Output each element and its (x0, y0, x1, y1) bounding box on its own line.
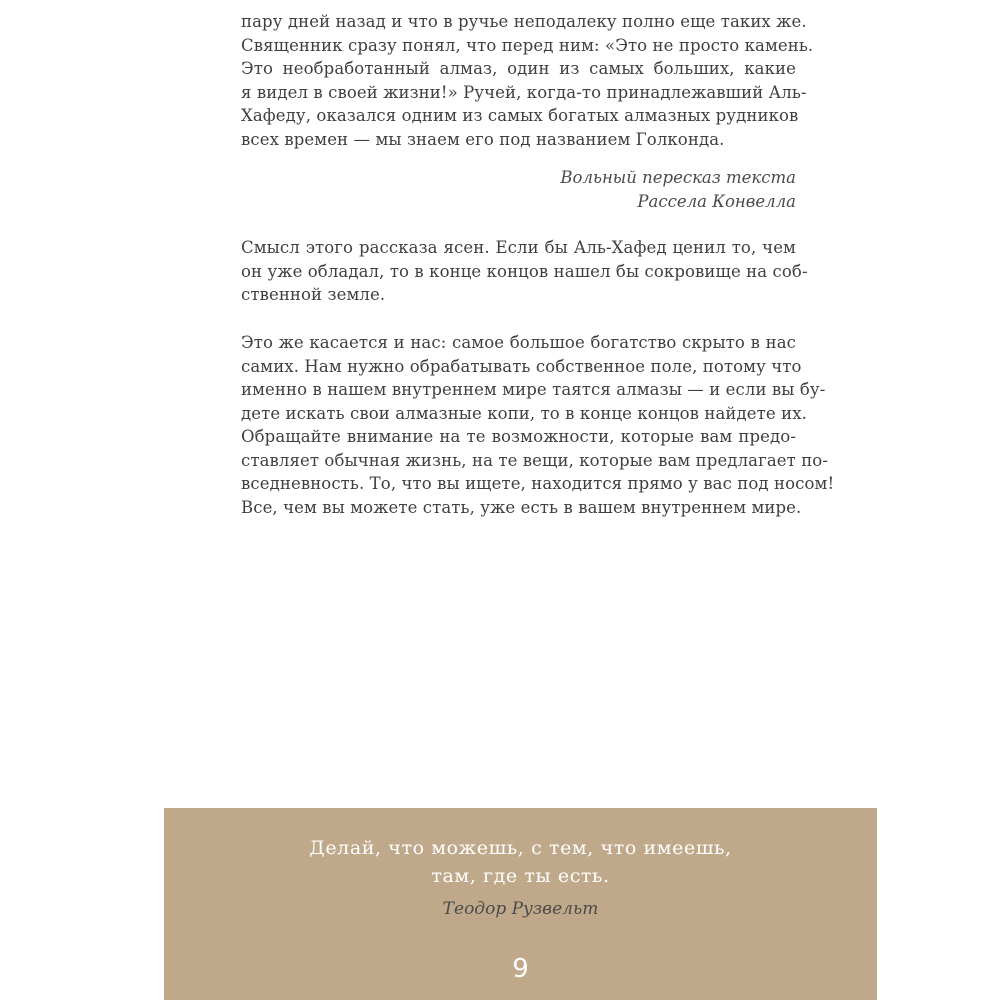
quote-footer-band (164, 808, 877, 1000)
page-number: 9 (512, 954, 529, 984)
text-line: Это необработанный алмаз, один из самых больших, какие (241, 59, 796, 78)
text-line: ственной земле. (241, 285, 386, 304)
quote-line: там, где ты есть. (431, 865, 610, 887)
text-line: Все, чем вы можете стать, уже есть в вашем внутреннем мире. (241, 497, 802, 517)
story-ending-paragraph (241, 10, 814, 151)
text-line: я видел в своей жизни!» Ручей, когда-то принадлежавший Аль- (241, 82, 807, 102)
text-line: всех времен — мы знаем его под названием Голконда. (241, 129, 725, 149)
story-attribution (241, 166, 796, 213)
text-line: Обращайте внимание на те возможности, которые вам предо- (241, 427, 796, 446)
text-line: пару дней назад и что в ручье неподалеку полно еще таких же. (241, 12, 807, 31)
text-line: именно в нашем внутреннем мире таятся алмазы — и если вы бу- (241, 380, 826, 399)
meaning-paragraph (241, 236, 808, 307)
text-line: Это же касается и нас: самое большое богатство скрыто в нас (241, 333, 796, 352)
text-line: дете искать свои алмазные копи, то в конце концов найдете их. (241, 403, 807, 423)
quote-author: Теодор Рузвельт (442, 899, 599, 919)
text-line: ставляет обычная жизнь, на те вещи, которые вам предлагает по- (241, 450, 829, 470)
attribution-line: Рассела Конвелла (637, 191, 796, 211)
text-line: вседневность. То, что вы ищете, находится прямо у вас под носом! (241, 474, 835, 493)
wealth-paragraph (241, 331, 835, 519)
text-line: Хафеду, оказался одним из самых богатых алмазных рудников (241, 106, 799, 125)
roosevelt-quote (164, 834, 877, 890)
text-line: самих. Нам нужно обрабатывать собственное поле, потому что (241, 356, 802, 376)
attribution-line: Вольный пересказ текста (560, 168, 796, 187)
text-line: Смысл этого рассказа ясен. Если бы Аль-Хафед ценил то, чем (241, 238, 796, 257)
text-line: Священник сразу понял, что перед ним: «Это не просто камень. (241, 35, 814, 55)
quote-line: Делай, что можешь, с тем, что имеешь, (309, 837, 732, 859)
text-line: он уже обладал, то в конце концов нашел бы сокровище на соб- (241, 261, 808, 281)
